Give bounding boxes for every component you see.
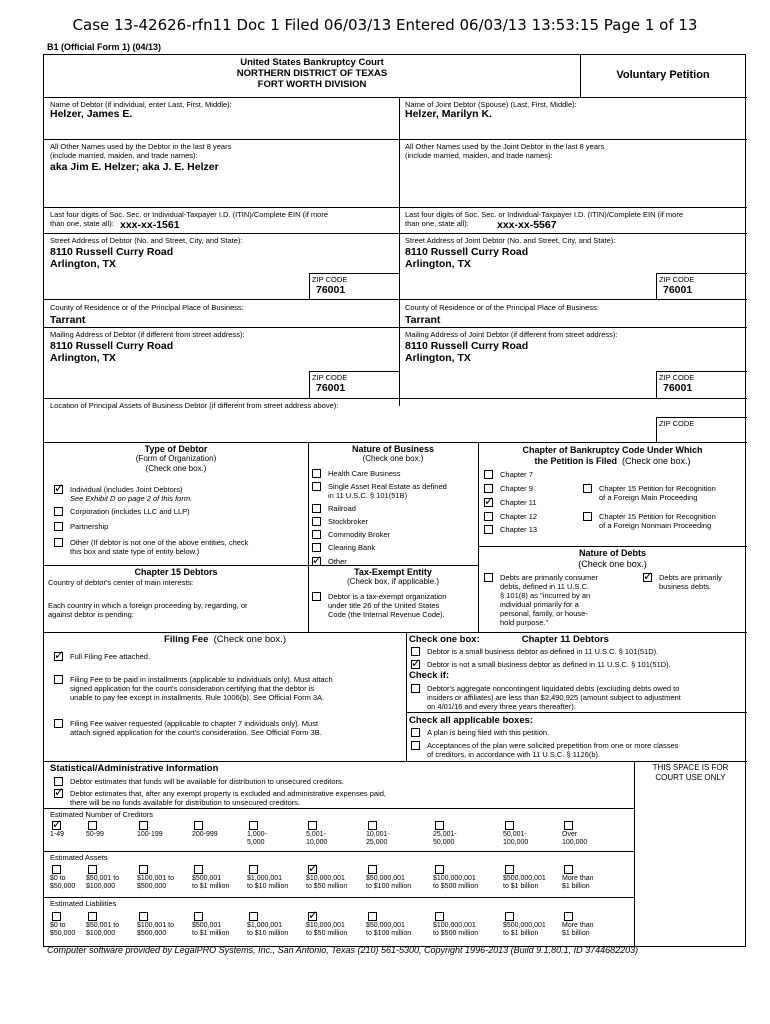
- assets-option-label: More than $1 billion: [562, 875, 594, 890]
- court-line2: NORTHERN DISTRICT OF TEXAS: [236, 68, 388, 79]
- business-debts-checkbox[interactable]: [643, 573, 652, 582]
- no-funds-label: Debtor estimates that, after any exempt property is excluded and administrative expenses paid, there will be no funds available for distribution to unsecured creditors.: [70, 789, 386, 807]
- corporation-checkbox[interactable]: [54, 507, 63, 516]
- installments-checkbox[interactable]: [54, 675, 63, 684]
- liabilities-option-label: $0 to $50,000: [50, 922, 76, 937]
- plan-filed-label: A plan is being filed with this petition.: [427, 728, 550, 737]
- chapter-13-label: Chapter 13: [500, 525, 538, 534]
- liabilities-option-checkbox[interactable]: [368, 912, 377, 921]
- software-footer: Computer software provided by LegalPRO Systems, Inc., San Antonio, Texas (210) 561-5300, Copyright 1996-2013 (Build 9.1.80.1, ID 3744682203): [47, 945, 639, 955]
- railroad-label: Railroad: [328, 504, 356, 513]
- debtor-other-names-label: All Other Names used by the Debtor in the last 8 years (include married, maiden, and trade names):: [50, 142, 232, 160]
- creditors-option-checkbox[interactable]: [368, 821, 377, 830]
- consumer-debts-label: Debts are primarily consumer debts, defined in 11 U.S.C. § 101(8) as "incurred by an individual primarily for a personal, family, or house- hold purpose.": [500, 573, 598, 627]
- nature-of-business: Nature of Business (Check one box.): [351, 444, 435, 463]
- liabilities-option-label: $1,000,001 to $10 million: [247, 922, 289, 937]
- liabilities-option-label: $50,001 to $100,000: [86, 922, 120, 937]
- other-entity-checkbox[interactable]: [54, 538, 63, 547]
- liabilities-option-checkbox[interactable]: [139, 912, 148, 921]
- chapter15-each: Each country in which a foreign proceeding by, regarding, or against debtor is pending:: [48, 601, 248, 619]
- creditors-option-label: 200-999: [192, 831, 218, 838]
- health-care-label: Health Care Business: [328, 469, 401, 478]
- individual-checkbox[interactable]: [54, 485, 63, 494]
- full-fee-label: Full Filing Fee attached.: [70, 652, 151, 661]
- liabilities-label: Estimated Liabilities: [50, 899, 117, 908]
- form-id: B1 (Official Form 1) (04/13): [47, 42, 162, 52]
- joint-county-label: County of Residence or of the Principal Place of Business:: [405, 303, 599, 312]
- no-funds-checkbox[interactable]: [54, 789, 63, 798]
- chapter-15-main-label: Chapter 15 Petition for Recognition of a Foreign Main Proceeding: [599, 484, 716, 502]
- liabilities-option-label: More than $1 billion: [562, 922, 594, 937]
- assets-option-label: $0 to $50,000: [50, 875, 76, 890]
- corporation-label: Corporation (includes LLC and LLP): [70, 507, 190, 516]
- debtor-mailing: 8110 Russell Curry Road Arlington, TX: [50, 340, 174, 364]
- check-if-heading: Check if:: [409, 670, 450, 681]
- liabilities-option-checkbox[interactable]: [88, 912, 97, 921]
- single-asset-checkbox[interactable]: [312, 482, 321, 491]
- creditors-option-checkbox[interactable]: [249, 821, 258, 830]
- aggregate-debts-label: Debtor's aggregate noncontingent liquidated debts (excluding debts owed to insiders or affiliates) are less than $2,490,925 (amount subject to adjustment on 4/01/16 and every three years thereafter).: [427, 684, 681, 711]
- court-line3: FORT WORTH DIVISION: [257, 79, 367, 90]
- debtor-mailing-zip-label: ZIP CODE: [312, 373, 348, 382]
- debtor-mailing-zip: 76001: [316, 382, 346, 394]
- creditors-option-checkbox[interactable]: [505, 821, 514, 830]
- joint-county: Tarrant: [405, 314, 441, 326]
- joint-mailing: 8110 Russell Curry Road Arlington, TX: [405, 340, 529, 364]
- tax-exempt-label: Debtor is a tax-exempt organization under title 26 of the United States Code (the Internal Revenue Code).: [328, 592, 447, 619]
- aggregate-debts-checkbox[interactable]: [411, 684, 420, 693]
- commodity-checkbox[interactable]: [312, 530, 321, 539]
- clearing-bank-label: Clearing Bank: [328, 543, 376, 552]
- creditors-option-label: 1,000- 5,000: [247, 831, 267, 846]
- fee-waiver-label: Filing Fee waiver requested (applicable to chapter 7 individuals only). Must attach signed application for the court's consideration. See Official Form 3B.: [70, 719, 322, 737]
- assets-option-checkbox[interactable]: [505, 865, 514, 874]
- creditors-option-label: 5,001- 10,000: [306, 831, 328, 846]
- debtor-zip-label: ZIP CODE: [312, 275, 348, 284]
- joint-name-label: Name of Joint Debtor (Spouse) (Last, First, Middle):: [405, 100, 577, 109]
- liabilities-option-label: $10,000,001 to $50 million: [306, 922, 348, 937]
- joint-mailing-zip: 76001: [663, 382, 693, 394]
- court-name: [44, 57, 580, 90]
- other-entity-label: Other (If debtor is not one of the above entities, check this box and state type of entity below.): [70, 538, 249, 556]
- acceptances-label: Acceptances of the plan were solicited prepetition from one or more classes of creditors, in accordance with 11 U.S.C. § 1126(b).: [427, 741, 679, 759]
- case-header: Case 13-42626-rfn11 Doc 1 Filed 06/03/13 Entered 06/03/13 13:53:15 Page 1 of 13: [72, 16, 698, 34]
- partnership-checkbox[interactable]: [54, 522, 63, 531]
- creditors-option-checkbox[interactable]: [308, 821, 317, 830]
- court-line1: United States Bankruptcy Court: [240, 57, 384, 68]
- debtor-name: Helzer, James E.: [50, 108, 133, 120]
- not-small-business-label: Debtor is not a small business debtor as defined in 11 U.S.C. § 101(51D).: [427, 660, 671, 669]
- debtor-name-label: Name of Debtor (if individual, enter Last, First, Middle):: [50, 100, 232, 109]
- chapter-13-checkbox[interactable]: [484, 525, 493, 534]
- liabilities-option-checkbox[interactable]: [249, 912, 258, 921]
- assets-option-label: $100,000,001 to $500 million: [433, 875, 479, 890]
- court-use: THIS SPACE IS FOR COURT USE ONLY: [652, 763, 729, 782]
- stockbroker-label: Stockbroker: [328, 517, 369, 526]
- creditors-option-label: 50-99: [86, 831, 104, 838]
- commodity-label: Commodity Broker: [328, 530, 391, 539]
- location-zip-label: ZIP CODE: [659, 419, 695, 428]
- assets-label: Estimated Assets: [50, 853, 108, 862]
- small-business-checkbox[interactable]: [411, 647, 420, 656]
- clearing-bank-checkbox[interactable]: [312, 543, 321, 552]
- liabilities-option-label: $500,000,001 to $1 billion: [503, 922, 546, 937]
- creditors-option-checkbox[interactable]: [194, 821, 203, 830]
- creditors-option-label: 100-199: [137, 831, 163, 838]
- consumer-debts-checkbox[interactable]: [484, 573, 493, 582]
- assets-option-label: $50,001 to $100,000: [86, 875, 120, 890]
- ch11-debtors-heading: Check one box: Chapter 11 Debtors: [409, 634, 609, 645]
- funds-available-label: Debtor estimates that funds will be available for distribution to unsecured creditors.: [70, 777, 344, 786]
- not-small-business-checkbox[interactable]: [411, 660, 420, 669]
- check-all-heading: Check all applicable boxes:: [409, 715, 534, 726]
- joint-mailing-label: Mailing Address of Joint Debtor (if different from street address):: [405, 330, 618, 339]
- location-label: Location of Principal Assets of Business Debtor (if different from street address above):: [50, 401, 339, 410]
- chapter-11-label: Chapter 11: [500, 498, 537, 507]
- liabilities-option-label: $50,000,001 to $100 million: [366, 922, 412, 937]
- assets-option-checkbox[interactable]: [249, 865, 258, 874]
- debtor-ssn-label: Last four digits of Soc. Sec. or Individual-Taxpayer I.D. (ITIN)/Complete EIN (if more than one, state all):: [50, 210, 329, 228]
- joint-ssn: xxx-xx-5567: [497, 219, 557, 231]
- joint-ssn-label: Last four digits of Soc. Sec. or Individual-Taxpayer I.D. (ITIN)/Complete EIN (if more than one, state all):: [405, 210, 684, 228]
- assets-option-label: $50,000,001 to $100 million: [366, 875, 412, 890]
- single-asset-label: Single Asset Real Estate as defined in 11 U.S.C. § 101(51B): [328, 482, 447, 500]
- small-business-label: Debtor is a small business debtor as defined in 11 U.S.C. § 101(51D).: [427, 647, 659, 656]
- individual-label: Individual (includes Joint Debtors) See Exhibit D on page 2 of this form.: [70, 485, 193, 503]
- liabilities-option-label: $100,001 to $500,000: [137, 922, 174, 937]
- assets-option-label: $1,000,001 to $10 million: [247, 875, 289, 890]
- assets-option-checkbox[interactable]: [139, 865, 148, 874]
- debtor-county-label: County of Residence or of the Principal Place of Business:: [50, 303, 244, 312]
- nature-of-debts-heading: Nature of Debts (Check one box.): [578, 548, 647, 569]
- installments-label: Filing Fee to be paid in installments (applicable to individuals only). Must attach signed application for the court's consideration certifying that the debtor is unable to pay fee except in installments. Rule 1006(b). See Official Form 3A.: [70, 675, 333, 702]
- creditors-option-checkbox[interactable]: [139, 821, 148, 830]
- chapter-12-checkbox[interactable]: [484, 512, 493, 521]
- full-fee-checkbox[interactable]: [54, 652, 63, 661]
- joint-street: 8110 Russell Curry Road Arlington, TX: [405, 246, 529, 270]
- creditors-option-checkbox[interactable]: [88, 821, 97, 830]
- fee-waiver-checkbox[interactable]: [54, 719, 63, 728]
- creditors-option-checkbox[interactable]: [564, 821, 573, 830]
- joint-zip: 76001: [663, 284, 693, 296]
- liabilities-option-checkbox[interactable]: [435, 912, 444, 921]
- joint-zip-label: ZIP CODE: [659, 275, 695, 284]
- creditors-option-checkbox[interactable]: [435, 821, 444, 830]
- debtor-street-label: Street Address of Debtor (No. and Street, City, and State):: [50, 236, 243, 245]
- debtor-zip: 76001: [316, 284, 346, 296]
- assets-option-checkbox[interactable]: [564, 865, 573, 874]
- chapter-15-main-checkbox[interactable]: [583, 484, 592, 493]
- creditors-option-label: Over 100,000: [562, 831, 588, 846]
- health-care-checkbox[interactable]: [312, 469, 321, 478]
- assets-option-checkbox[interactable]: [52, 865, 61, 874]
- liabilities-option-checkbox[interactable]: [308, 912, 317, 921]
- assets-option-checkbox[interactable]: [308, 865, 317, 874]
- liabilities-option-checkbox[interactable]: [564, 912, 573, 921]
- joint-other-names-label: All Other Names used by the Joint Debtor in the last 8 years (include married, maiden, and trade names):: [405, 142, 605, 160]
- debtor-mailing-label: Mailing Address of Debtor (if different from street address):: [50, 330, 245, 339]
- chapter-heading: Chapter of Bankruptcy Code Under Which the Petition is Filed (Check one box.): [522, 445, 703, 466]
- assets-option-label: $500,001 to $1 million: [192, 875, 230, 890]
- chapter-12-label: Chapter 12: [500, 512, 538, 521]
- liabilities-option-checkbox[interactable]: [52, 912, 61, 921]
- chapter-15-nonmain-label: Chapter 15 Petition for Recognition of a Foreign Nonmain Proceeding: [599, 512, 716, 530]
- liabilities-option-label: $500,001 to $1 million: [192, 922, 230, 937]
- liabilities-option-checkbox[interactable]: [194, 912, 203, 921]
- plan-filed-checkbox[interactable]: [411, 728, 420, 737]
- debtor-county: Tarrant: [50, 314, 86, 326]
- joint-street-label: Street Address of Joint Debtor (No. and Street, City, and State):: [405, 236, 616, 245]
- chapter15-title: Chapter 15 Debtors: [134, 567, 218, 577]
- assets-option-checkbox[interactable]: [435, 865, 444, 874]
- partnership-label: Partnership: [70, 522, 109, 531]
- creditors-option-label: 10,001- 25,000: [366, 831, 390, 846]
- chapter-7-label: Chapter 7: [500, 470, 533, 479]
- creditors-option-label: 25,001- 50,000: [433, 831, 457, 846]
- liabilities-option-label: $100,000,001 to $500 million: [433, 922, 479, 937]
- petition-title: Voluntary Petition: [616, 69, 710, 81]
- assets-option-checkbox[interactable]: [194, 865, 203, 874]
- creditors-option-label: 50,001- 100,000: [503, 831, 529, 846]
- petition-form: [43, 54, 746, 947]
- assets-option-checkbox[interactable]: [368, 865, 377, 874]
- other-business-label: Other: [328, 557, 347, 566]
- type-of-debtor: Type of Debtor (Form of Organization) (Check one box.): [135, 444, 217, 473]
- debtor-ssn: xxx-xx-1561: [120, 219, 180, 231]
- chapter15-country: Country of debtor's center of main interests:: [48, 578, 194, 587]
- stockbroker-checkbox[interactable]: [312, 517, 321, 526]
- chapter-9-checkbox[interactable]: [484, 484, 493, 493]
- assets-option-label: $500,000,001 to $1 billion: [503, 875, 546, 890]
- debtor-other-names: aka Jim E. Helzer; aka J. E. Helzer: [50, 161, 219, 173]
- tax-exempt-checkbox[interactable]: [312, 592, 321, 601]
- liabilities-option-checkbox[interactable]: [505, 912, 514, 921]
- creditors-option-label: 1-49: [50, 831, 65, 838]
- joint-mailing-zip-label: ZIP CODE: [659, 373, 695, 382]
- joint-name: Helzer, Marilyn K.: [405, 108, 492, 120]
- acceptances-checkbox[interactable]: [411, 741, 420, 750]
- debtor-street: 8110 Russell Curry Road Arlington, TX: [50, 246, 174, 270]
- chapter-15-nonmain-checkbox[interactable]: [583, 512, 592, 521]
- business-debts-label: Debts are primarily business debts.: [659, 573, 722, 591]
- chapter-11-checkbox[interactable]: [484, 498, 493, 507]
- stat-title: Statistical/Administrative Information: [50, 763, 219, 774]
- railroad-checkbox[interactable]: [312, 504, 321, 513]
- chapter-7-checkbox[interactable]: [484, 470, 493, 479]
- filing-fee-heading: Filing Fee (Check one box.): [164, 634, 286, 645]
- creditors-label: Estimated Number of Creditors: [50, 810, 153, 819]
- assets-option-label: $100,001 to $500,000: [137, 875, 174, 890]
- creditors-option-checkbox[interactable]: [52, 821, 61, 830]
- assets-option-label: $10,000,001 to $50 million: [306, 875, 348, 890]
- tax-exempt-heading: Tax-Exempt Entity (Check box, if applicable.): [346, 567, 440, 586]
- chapter-9-label: Chapter 9: [500, 484, 533, 493]
- assets-option-checkbox[interactable]: [88, 865, 97, 874]
